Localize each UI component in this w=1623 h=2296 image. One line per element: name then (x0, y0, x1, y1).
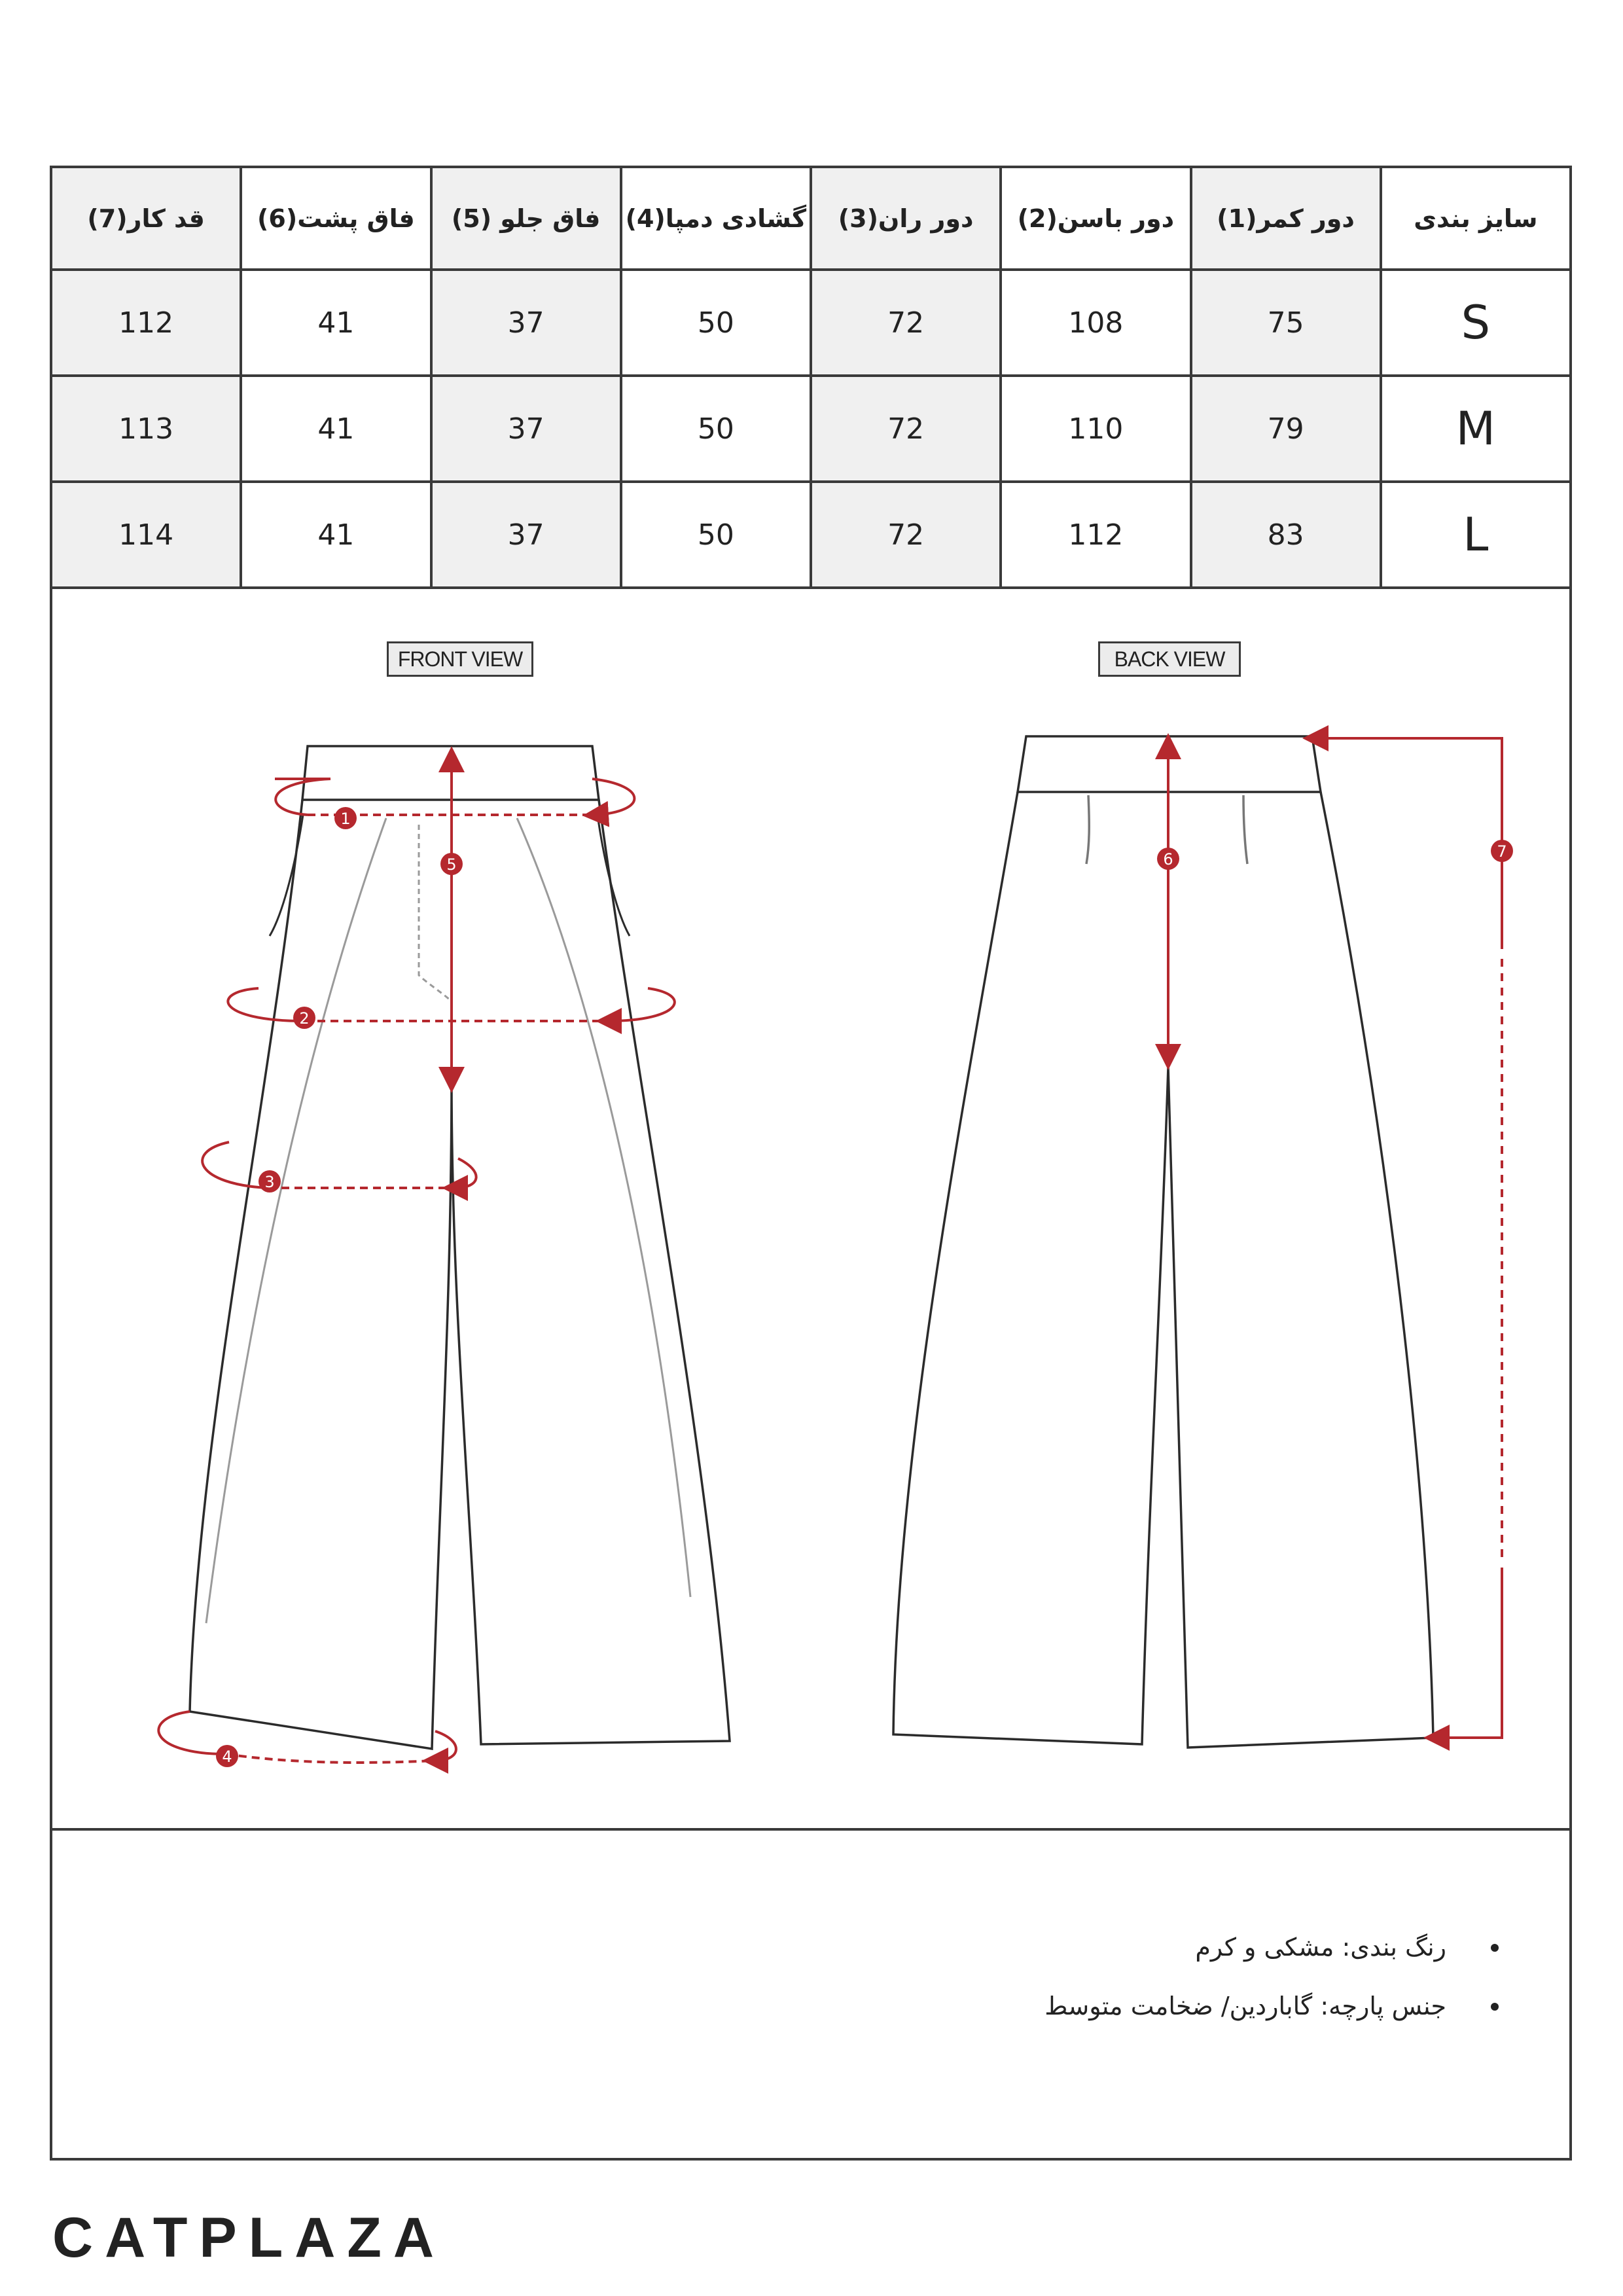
bullet-icon (1491, 2003, 1499, 2011)
cell-length: 114 (51, 482, 241, 588)
brand-logo: CATPLAZA (52, 2206, 446, 2269)
measurement-length (1315, 738, 1502, 1738)
header-waist: دور کمر(1) (1191, 167, 1381, 270)
header-size: سایز بندی (1381, 167, 1571, 270)
product-notes (713, 1931, 1499, 2049)
marker-1 (334, 807, 357, 829)
measurement-hem (158, 1712, 456, 1763)
cell-length: 112 (51, 270, 241, 376)
header-hem: گشادی دمپا(4) (621, 167, 811, 270)
back-pants-outline (893, 736, 1433, 1748)
cell-waist: 83 (1191, 482, 1381, 588)
cell-hip: 110 (1001, 376, 1190, 482)
cell-size: M (1381, 376, 1571, 482)
cell-hem: 50 (621, 376, 811, 482)
bullet-icon (1491, 1944, 1499, 1952)
note-color (713, 1931, 1499, 1964)
svg-text:2: 2 (299, 1009, 310, 1028)
back-view-label: BACK VIEW (1098, 641, 1241, 677)
marker-2 (293, 1007, 315, 1029)
front-view-label: FRONT VIEW (387, 641, 533, 677)
cell-front-rise: 37 (431, 270, 621, 376)
marker-5 (440, 853, 463, 875)
marker-3 (259, 1170, 281, 1193)
cell-thigh: 72 (811, 376, 1001, 482)
cell-thigh: 72 (811, 482, 1001, 588)
header-length: قد کار(7) (51, 167, 241, 270)
measurement-waist (275, 779, 634, 815)
svg-text:5: 5 (446, 855, 457, 874)
svg-text:6: 6 (1163, 850, 1173, 869)
cell-hem: 50 (621, 482, 811, 588)
header-front-rise: فاق جلو (5) (431, 167, 621, 270)
cell-back-rise: 41 (241, 376, 431, 482)
marker-4 (216, 1745, 238, 1767)
note-fabric-text: جنس پارچه: گاباردین/ ضخامت متوسط (1044, 1992, 1446, 2020)
header-back-rise: فاق پشت(6) (241, 167, 431, 270)
marker-6 (1157, 848, 1179, 870)
marker-7 (1491, 840, 1513, 862)
svg-text:7: 7 (1497, 842, 1507, 861)
cell-thigh: 72 (811, 270, 1001, 376)
cell-hip: 108 (1001, 270, 1190, 376)
cell-length: 113 (51, 376, 241, 482)
cell-size: S (1381, 270, 1571, 376)
measurement-thigh (202, 1142, 476, 1188)
cell-waist: 75 (1191, 270, 1381, 376)
svg-text:3: 3 (264, 1173, 275, 1191)
note-color-text: رنگ بندی: مشکی و کرم (1195, 1933, 1446, 1962)
cell-back-rise: 41 (241, 482, 431, 588)
note-fabric (713, 1990, 1499, 2022)
cell-hip: 112 (1001, 482, 1190, 588)
cell-size: L (1381, 482, 1571, 588)
cell-front-rise: 37 (431, 482, 621, 588)
cell-front-rise: 37 (431, 376, 621, 482)
header-hip: دور باسن(2) (1001, 167, 1190, 270)
header-thigh: دور ران(3) (811, 167, 1001, 270)
front-pants-outline (190, 746, 730, 1749)
cell-back-rise: 41 (241, 270, 431, 376)
svg-text:4: 4 (222, 1748, 232, 1766)
cell-waist: 79 (1191, 376, 1381, 482)
cell-hem: 50 (621, 270, 811, 376)
svg-text:1: 1 (340, 810, 351, 828)
